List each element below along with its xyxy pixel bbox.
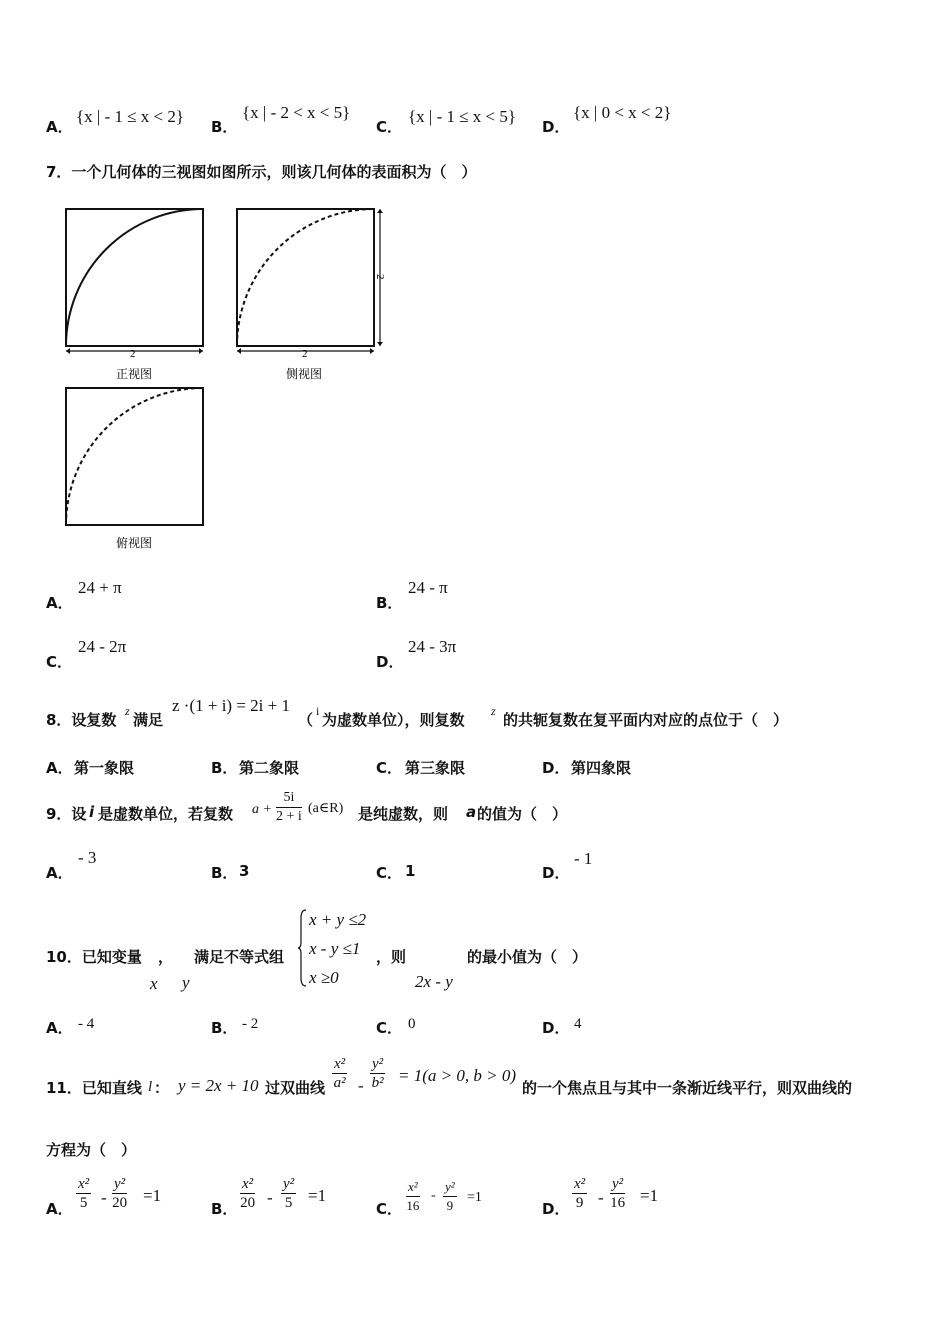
- q11-option-c-eq: =1: [467, 1190, 482, 1205]
- q7-option-c-math: 24 - 2π: [78, 637, 127, 656]
- q8-stem-d: 的共轭复数在复平面内对应的点位于（ ）: [503, 711, 789, 729]
- frac-num: y²: [612, 1176, 624, 1192]
- q11-l-var: l: [148, 1079, 153, 1095]
- frac-den: 20: [112, 1195, 128, 1211]
- q9-stem-d: 的值为（ ）: [477, 805, 568, 823]
- front-dim-label: 2: [130, 348, 136, 360]
- side-dim-width-label: 2: [302, 348, 308, 360]
- top-view-dashed-arc: [66, 388, 203, 525]
- q8-option-b-text: 第二象限: [239, 759, 300, 777]
- frac-den: 9: [446, 1198, 454, 1213]
- q10-option-a-value: - 4: [78, 1016, 95, 1032]
- q8-option-d-text: 第四象限: [571, 759, 632, 777]
- q9-option-a-label: A．: [46, 864, 73, 882]
- q11-option-a-eq: =1: [143, 1186, 162, 1205]
- q9-option-b-label: B．: [211, 864, 238, 882]
- front-view-arc: [66, 209, 203, 346]
- q11-frac-x-den: a²: [333, 1075, 346, 1091]
- q9-option-d-value: - 1: [574, 849, 593, 868]
- q7-option-a-label: A．: [46, 594, 73, 612]
- q11-option-c-frac-y: [443, 1178, 457, 1215]
- frac-den: 20: [240, 1195, 256, 1211]
- q11-frac-y-den: b²: [371, 1075, 384, 1091]
- q10-comma: ，: [158, 948, 174, 966]
- q10-system-brace: [298, 908, 308, 988]
- side-view-dashed-arc: [237, 209, 374, 346]
- frac-num: x²: [574, 1176, 586, 1192]
- q8-i-var: i: [316, 704, 320, 718]
- side-caption: 侧视图: [286, 367, 323, 381]
- top-view-square: [66, 388, 203, 525]
- frac-num: x²: [78, 1176, 90, 1192]
- q11-frac-y-num: y²: [372, 1056, 384, 1072]
- q9-option-b-value: 3: [239, 862, 250, 880]
- q10-stem-a: 10．已知变量: [46, 948, 142, 966]
- q9-option-c-label: C．: [376, 864, 403, 882]
- q11-option-c-frac-x: [406, 1178, 420, 1215]
- q11-option-d-frac-y: [610, 1175, 625, 1212]
- q11-option-b-frac-x: [240, 1175, 255, 1212]
- q11-option-c-label: C．: [376, 1200, 403, 1218]
- q11-frac-x-num: x²: [334, 1056, 346, 1072]
- q9-a-var: a: [466, 803, 477, 821]
- q11-option-c-minus: -: [431, 1188, 436, 1203]
- q11-option-d-label: D．: [542, 1200, 570, 1218]
- q6-option-c-math: {x | - 1 ≤ x < 5}: [408, 107, 517, 126]
- frac-num: y²: [114, 1176, 126, 1192]
- q6-option-b-math: {x | - 2 < x < 5}: [242, 103, 351, 122]
- q11-option-d-frac-x: [572, 1175, 587, 1212]
- q8-option-a-label: A．: [46, 759, 73, 777]
- q10-option-a-label: A．: [46, 1019, 73, 1037]
- q7-stem: 7．一个几何体的三视图如图所示，则该几何体的表面积为（ ）: [46, 163, 477, 181]
- q9-option-d-label: D．: [542, 864, 570, 882]
- q9-stem-b: 是虚数单位，若复数: [98, 805, 234, 823]
- side-view-square: [237, 209, 374, 346]
- q7-option-d-math: 24 - 3π: [408, 637, 457, 656]
- q11-option-a-frac-y: [112, 1175, 127, 1212]
- q10-stem-b: 满足不等式组: [194, 948, 285, 966]
- frac-num: x²: [242, 1176, 254, 1192]
- q10-var-x: x: [150, 974, 158, 993]
- q11-option-d-eq: =1: [640, 1186, 659, 1205]
- q7-option-a-math: 24 + π: [78, 578, 122, 597]
- q11-stem-d: 方程为（ ）: [46, 1141, 137, 1159]
- q8-paren: （: [298, 711, 314, 729]
- q11-minus: -: [358, 1076, 364, 1095]
- q8-option-d-label: D．: [542, 759, 570, 777]
- q8-stem-a: 8．设复数: [46, 711, 117, 729]
- q8-option-a-text: 第一象限: [74, 759, 135, 777]
- q9-frac-den: 2 + i: [276, 809, 302, 824]
- q10-option-b-label: B．: [211, 1019, 238, 1037]
- q10-stem-c: ，则: [376, 948, 407, 966]
- top-caption: 俯视图: [116, 536, 153, 550]
- q11-option-a-frac-x: [76, 1175, 91, 1212]
- q10-option-d-label: D．: [542, 1019, 570, 1037]
- q8-option-b-label: B．: [211, 759, 238, 777]
- q11-stem-b: 过双曲线: [265, 1079, 326, 1097]
- q10-target-expr: 2x - y: [415, 972, 453, 991]
- q10-system-line-2: x - y ≤1: [309, 939, 361, 958]
- q10-stem-d: 的最小值为（ ）: [467, 948, 588, 966]
- q10-var-y: y: [182, 973, 190, 992]
- q7-option-c-label: C．: [46, 653, 73, 671]
- q6-option-a-label: A．: [46, 118, 73, 136]
- front-caption: 正视图: [116, 367, 153, 381]
- q11-option-b-frac-y: [281, 1175, 296, 1212]
- q10-system-line-3: x ≥0: [309, 968, 339, 987]
- q8-z-var-2: z: [491, 704, 496, 718]
- q7-option-d-label: D．: [376, 653, 404, 671]
- q9-stem-c: 是纯虚数，则: [358, 805, 449, 823]
- q9-expr-a: a +: [252, 802, 272, 817]
- q6-option-c-label: C．: [376, 118, 403, 136]
- q9-i-var: i: [89, 803, 95, 821]
- q11-option-d-minus: -: [598, 1188, 604, 1207]
- q10-option-b-value: - 2: [242, 1016, 259, 1032]
- q10-option-c-label: C．: [376, 1019, 403, 1037]
- q11-option-b-minus: -: [267, 1188, 273, 1207]
- frac-den: 5: [284, 1195, 293, 1211]
- q8-equation: z ·(1 + i) = 2i + 1: [172, 696, 290, 715]
- frac-den: 16: [610, 1195, 626, 1211]
- q8-z-var-1: z: [125, 704, 130, 718]
- q8-stem-c: 为虚数单位），则复数: [322, 711, 465, 729]
- q9-frac-num: 5i: [276, 789, 302, 808]
- q6-option-d-label: D．: [542, 118, 570, 136]
- q8-stem-b: 满足: [133, 711, 164, 729]
- frac-num: y²: [283, 1176, 295, 1192]
- q11-frac-y: [370, 1055, 385, 1092]
- q6-option-d-math: {x | 0 < x < 2}: [573, 103, 672, 122]
- q9-stem-a: 9．设: [46, 805, 87, 823]
- q6-option-b-label: B．: [211, 118, 238, 136]
- q7-option-b-math: 24 - π: [408, 578, 448, 597]
- side-dim-height-label: 2: [374, 274, 386, 280]
- q11-stem-c: 的一个焦点且与其中一条渐近线平行，则双曲线的: [522, 1079, 853, 1097]
- q9-option-c-value: 1: [405, 862, 416, 880]
- frac-num: y²: [443, 1178, 457, 1197]
- q11-frac-x: [332, 1055, 347, 1092]
- q10-option-d-value: 4: [574, 1016, 582, 1032]
- q9-option-a-value: - 3: [78, 848, 97, 867]
- q11-option-a-label: A．: [46, 1200, 73, 1218]
- q9-fraction: [276, 789, 302, 826]
- q8-option-c-text: 第三象限: [405, 759, 466, 777]
- q11-option-b-label: B．: [211, 1200, 238, 1218]
- q10-system-line-1: x + y ≤2: [309, 910, 367, 929]
- front-view-square: [66, 209, 203, 346]
- q7-option-b-label: B．: [376, 594, 403, 612]
- frac-den: 9: [575, 1195, 584, 1211]
- frac-num: x²: [406, 1178, 420, 1197]
- q11-stem-a: 11．已知直线: [46, 1079, 142, 1097]
- frac-den: 5: [79, 1195, 88, 1211]
- q6-option-a-math: {x | - 1 ≤ x < 2}: [76, 107, 185, 126]
- q11-line-eq: y = 2x + 10: [178, 1076, 259, 1095]
- frac-den: 16: [406, 1198, 420, 1213]
- q9-expr-cond: (a∈R): [308, 801, 344, 816]
- q10-option-c-value: 0: [408, 1016, 416, 1032]
- q11-colon: ：: [154, 1079, 170, 1097]
- q11-hyp-rest: = 1(a > 0, b > 0): [398, 1066, 516, 1085]
- q8-option-c-label: C．: [376, 759, 403, 777]
- three-view-figure: [40, 195, 400, 560]
- q11-option-b-eq: =1: [308, 1186, 327, 1205]
- q11-option-a-minus: -: [101, 1188, 107, 1207]
